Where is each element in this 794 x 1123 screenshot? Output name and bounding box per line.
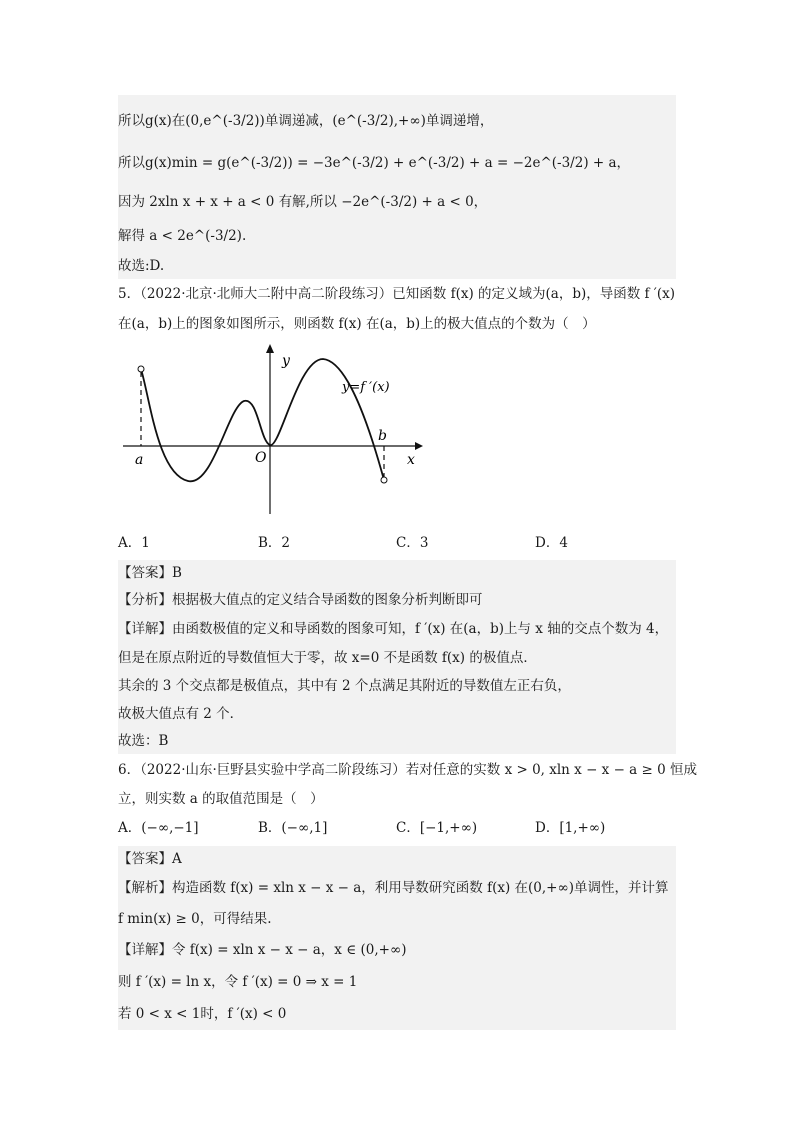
- detail-line: 则 f ′(x) = ln x，令 f ′(x) = 0 ⇒ x = 1: [118, 974, 358, 990]
- detail-line: 若 0 < x < 1时，f ′(x) < 0: [118, 1006, 287, 1022]
- detail-line: 【详解】令 f(x) = xln x − x − a，x ∈ (0,+∞): [118, 942, 407, 958]
- option-b: B．(−∞,1]: [258, 820, 328, 836]
- option-b: B．2: [258, 535, 291, 551]
- solution-block-5: [118, 560, 676, 754]
- curve-label: y=f ′(x): [342, 380, 390, 395]
- graph-svg: [118, 339, 428, 524]
- analysis-line: 【解析】构造函数 f(x) = xln x − x − a，利用导数研究函数 f(x) 在(0,+∞)单调性，并计算: [118, 880, 669, 896]
- x-axis-arrow-icon: [415, 442, 423, 450]
- solution-block-1: [118, 95, 676, 279]
- origin-label: O: [255, 450, 267, 466]
- question-6-options: [118, 812, 676, 844]
- text-line: 解得 a < 2e^(-3/2).: [118, 228, 247, 244]
- question-5-options: [118, 528, 676, 558]
- option-c: C．3: [396, 535, 429, 551]
- detail-line: 其余的 3 个交点都是极值点，其中有 2 个点满足其附近的导数值左正右负，: [118, 678, 571, 694]
- answer-line: 【答案】B: [118, 565, 182, 581]
- detail-line: 【详解】由函数极值的定义和导函数的图象可知，f ′(x) 在(a，b)上与 x 轴的交点个数为 4，: [118, 621, 669, 637]
- x-axis-label: x: [407, 452, 415, 468]
- answer-line: 【答案】A: [118, 851, 182, 867]
- analysis-line: 【分析】根据极大值点的定义结合导函数的图象分析判断即可: [118, 592, 483, 608]
- option-d: D．4: [535, 535, 568, 551]
- option-a: A．(−∞,−1]: [118, 820, 199, 836]
- solution-block-6: [118, 846, 676, 1030]
- choose-line: 故选：B: [118, 733, 169, 749]
- detail-line: 故极大值点有 2 个．: [118, 706, 244, 722]
- derivative-graph: [118, 339, 676, 524]
- document-page: [118, 95, 698, 1030]
- a-label: a: [135, 452, 144, 468]
- y-axis-arrow-icon: [266, 344, 274, 353]
- option-a: A．1: [118, 535, 150, 551]
- detail-line: 但是在原点附近的导数值恒大于零，故 x=0 不是函数 f(x) 的极值点．: [118, 650, 537, 666]
- analysis-line: f min(x) ≥ 0，可得结果.: [118, 911, 272, 927]
- text-line: 因为 2xln x + x + a < 0 有解,所以 −2e^(-3/2) + a < 0，: [118, 194, 488, 210]
- question-5-stem: 5．（2022·北京·北师大二附中高二阶段练习）已知函数 f(x) 的定义域为(a，b)，导函数 f ′(x): [118, 286, 676, 302]
- y-axis-label: y: [282, 353, 290, 369]
- question-6-stem: 立，则实数 a 的取值范围是（ ）: [118, 791, 324, 807]
- text-line: 故选:D.: [118, 258, 165, 274]
- option-d: D．[1,+∞): [535, 820, 606, 836]
- question-6-stem: 6．（2022·山东·巨野县实验中学高二阶段练习）若对任意的实数 x > 0, xln x − x − a ≥ 0 恒成: [118, 762, 698, 778]
- option-c: C．[−1,+∞): [396, 820, 478, 836]
- endpoint-b-marker: [381, 477, 387, 483]
- b-label: b: [378, 428, 387, 444]
- text-line: 所以g(x)在(0,e^(-3/2))单调递减，(e^(-3/2),+∞)单调递增，: [118, 113, 494, 129]
- question-5-stem: 在(a，b)上的图象如图所示，则函数 f(x) 在(a，b)上的极大值点的个数为（ ）: [118, 316, 596, 332]
- text-line: 所以g(x)min = g(e^(-3/2)) = −3e^(-3/2) + e^(-3/2) + a = −2e^(-3/2) + a，: [118, 155, 631, 171]
- endpoint-a-marker: [138, 366, 144, 372]
